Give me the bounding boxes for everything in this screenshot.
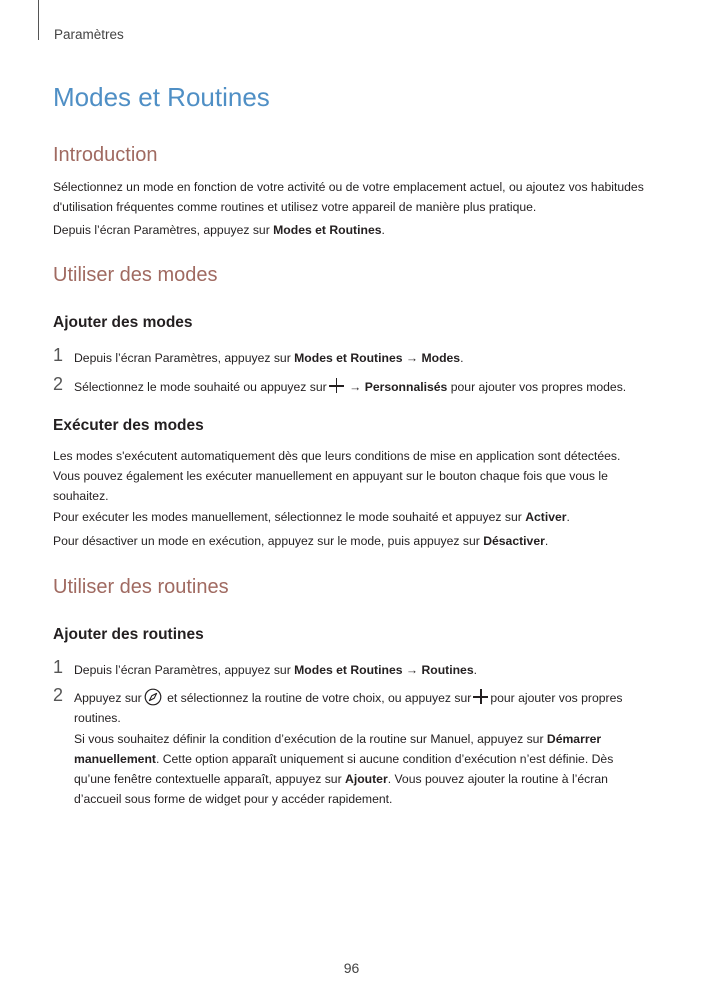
run-modes-heading: Exécuter des modes — [53, 417, 204, 434]
step-number: 1 — [53, 345, 64, 365]
plus-icon — [329, 378, 344, 393]
step-text: Appuyez sur et sélectionnez la routine de votre choix, ou appuyez sur pour ajouter vos propres routines. — [74, 688, 646, 728]
page-title: Modes et Routines — [53, 82, 270, 112]
introduction-paragraph: Sélectionnez un mode en fonction de votre activité ou de votre emplacement actuel, ou ajoutez vos habitudes d'utilisation fréquentes comme routines et utilisez votre appareil de manière plus pratique. — [53, 180, 644, 214]
step-text: Sélectionnez le mode souhaité ou appuyez sur → Personnalisés pour ajouter vos propres modes. — [74, 380, 627, 394]
running-header: Paramètres — [54, 27, 124, 42]
routines-heading: Utiliser des routines — [53, 576, 229, 598]
deactivate-mode-paragraph: Pour désactiver un mode en exécution, appuyez sur le mode, puis appuyez sur Désactiver. — [53, 534, 549, 548]
step-number: 1 — [53, 657, 64, 677]
introduction-heading: Introduction — [53, 144, 158, 166]
introduction-instruction: Depuis l’écran Paramètres, appuyez sur Modes et Routines. — [53, 223, 385, 237]
step-note: Si vous souhaitez définir la condition d’exécution de la routine sur Manuel, appuyez sur Démarrer manuellement. Cette option apparaît uniquement si aucune condition d’exécution n’est définie. Dès qu’une fenêtre contextuelle apparaît, appuyez sur Ajouter. Vous pouvez ajouter la routine à l’écran d’accueil sous forme de widget pour y accéder rapidement. — [74, 732, 614, 806]
modes-heading: Utiliser des modes — [53, 264, 218, 286]
step-number: 2 — [53, 685, 64, 705]
step-text: Depuis l’écran Paramètres, appuyez sur Modes et Routines → Routines. — [74, 663, 477, 677]
run-modes-paragraph: Les modes s'exécutent automatiquement dès que leurs conditions de mise en application sont détectées. Vous pouvez également les exécuter manuellement en appuyant sur le bouton chaque fois que vous le souhaitez. — [53, 449, 621, 503]
compass-icon — [144, 688, 162, 706]
activate-mode-paragraph: Pour exécuter les modes manuellement, sélectionnez le mode souhaité et appuyez sur Activer. — [53, 510, 570, 524]
add-routines-heading: Ajouter des routines — [53, 626, 204, 643]
header-rule — [38, 0, 39, 40]
step-text: Depuis l’écran Paramètres, appuyez sur Modes et Routines → Modes. — [74, 351, 464, 365]
step-number: 2 — [53, 374, 64, 394]
add-modes-heading: Ajouter des modes — [53, 314, 193, 331]
plus-icon — [473, 689, 488, 704]
page-number: 96 — [343, 960, 360, 976]
